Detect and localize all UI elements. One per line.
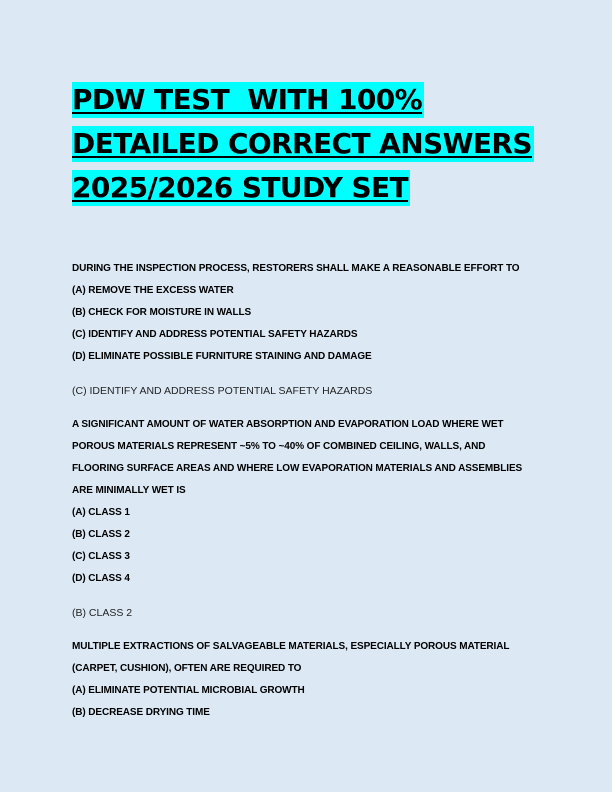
- option-c: (C) IDENTIFY AND ADDRESS POTENTIAL SAFETY HAZARDS: [72, 329, 358, 340]
- title-line-1: PDW TEST WITH 100%: [72, 83, 423, 116]
- option-c: (C) CLASS 3: [72, 551, 130, 562]
- question-2: [72, 414, 542, 624]
- question-list: [72, 258, 542, 724]
- answer-text: (C) IDENTIFY AND ADDRESS POTENTIAL SAFETY HAZARDS: [72, 385, 373, 397]
- option-b: (B) CLASS 2: [72, 529, 130, 540]
- option-b: (B) DECREASE DRYING TIME: [72, 707, 210, 718]
- question-text: ARE MINIMALLY WET IS: [72, 485, 186, 496]
- question-text: FLOORING SURFACE AREAS AND WHERE LOW EVAPORATION MATERIALS AND ASSEMBLIES: [72, 463, 523, 474]
- answer-text: (B) CLASS 2: [72, 607, 133, 619]
- document-title: [72, 82, 542, 214]
- option-b: (B) CHECK FOR MOISTURE IN WALLS: [72, 307, 252, 318]
- option-a: (A) CLASS 1: [72, 507, 130, 518]
- question-text: MULTIPLE EXTRACTIONS OF SALVAGEABLE MATERIALS, ESPECIALLY POROUS MATERIAL: [72, 641, 510, 652]
- option-d: (D) ELIMINATE POSSIBLE FURNITURE STAINING AND DAMAGE: [72, 351, 372, 362]
- question-1: [72, 258, 542, 402]
- question-text: A SIGNIFICANT AMOUNT OF WATER ABSORPTION AND EVAPORATION LOAD WHERE WET: [72, 419, 504, 430]
- option-a: (A) REMOVE THE EXCESS WATER: [72, 285, 234, 296]
- option-d: (D) CLASS 4: [72, 573, 130, 584]
- option-a: (A) ELIMINATE POTENTIAL MICROBIAL GROWTH: [72, 685, 305, 696]
- title-line-3: 2025/2026 STUDY SET: [72, 171, 409, 204]
- title-line-2: DETAILED CORRECT ANSWERS: [72, 127, 532, 160]
- question-text: DURING THE INSPECTION PROCESS, RESTORERS SHALL MAKE A REASONABLE EFFORT TO: [72, 263, 520, 274]
- question-text: POROUS MATERIALS REPRESENT ~5% TO ~40% OF COMBINED CEILING, WALLS, AND: [72, 441, 486, 452]
- question-3: [72, 636, 542, 724]
- question-text: (CARPET, CUSHION), OFTEN ARE REQUIRED TO: [72, 663, 302, 674]
